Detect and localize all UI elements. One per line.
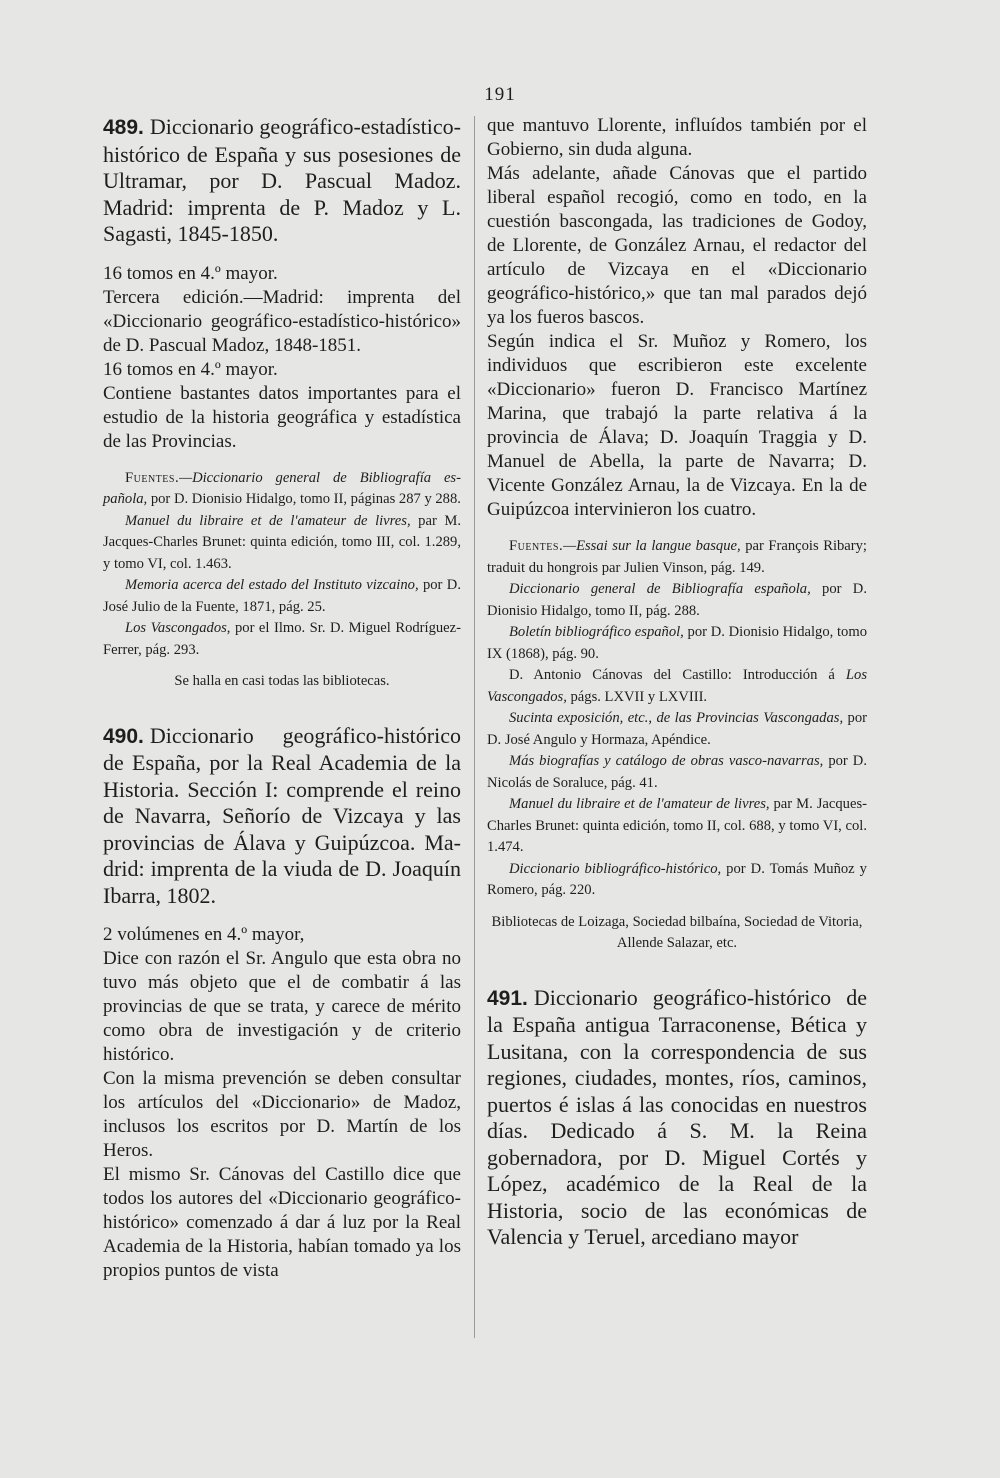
sources-list <box>487 536 867 902</box>
source-citation <box>487 751 867 794</box>
citation-rest: por D. José Julio de la Fuente, 1871, pág. 25. <box>103 577 461 615</box>
citation-italic: Boletín bibliográfico español, <box>509 624 684 640</box>
citation-rest: D. Antonio Cánovas del Castillo: Introducción á <box>509 667 846 683</box>
citation-italic: Sucinta exposición, etc., de las Provincias Vascongadas, <box>509 710 844 726</box>
source-citation <box>487 579 867 622</box>
citation-italic: Memoria acerca del estado del Instituto vizcaino, <box>125 577 419 593</box>
location-note: Se halla en casi todas las bibliotecas. <box>174 673 390 689</box>
source-citation <box>487 708 867 751</box>
entry-number: 490. <box>103 724 144 748</box>
citation-rest: por D. Dionisio Hidalgo, tomo II, páginas 287 y 288. <box>147 491 461 507</box>
volumes-line: 16 tomos en 4.º mayor. <box>103 358 278 380</box>
body-paragraph: El mismo Sr. Cánovas del Castillo dice que todos los autores del «Diccionario geográfico-histórico» comenzado á dar á luz por la Real Academia de la Historia, habían tomado ya los propios puntos de vista <box>103 1164 461 1281</box>
source-citation <box>487 622 867 665</box>
citation-rest: por D. Dionisio Hidalgo, tomo IX (1868), pág. 90. <box>487 624 867 662</box>
citation-lead: Fuentes. <box>509 538 564 554</box>
citation-rest: por D. José Angulo y Hormaza, Apéndice. <box>487 710 867 748</box>
citation-italic: Los Vascongados, <box>125 620 231 636</box>
entry-note: Contiene bastantes datos importantes para el estudio de la historia geográfica y estadística de las Provincias. <box>103 382 461 452</box>
right-column <box>487 114 867 1251</box>
citation-rest: par M. Jacques-Charles Brunet: quinta edición, tomo III, col. 1.289, y tomo VI, col. 1.463. <box>103 512 461 572</box>
citation-italic: —Essai sur la langue basque, <box>563 538 741 554</box>
citation-italic2: Los Vascongados, <box>487 667 867 705</box>
entry-491-heading <box>487 985 867 1251</box>
source-citation <box>487 859 867 902</box>
citation-rest: por D. Tomás Muñoz y Romero, pág. 220. <box>487 860 867 898</box>
citation-lead: Fuentes. <box>125 469 180 486</box>
source-citation <box>487 665 867 708</box>
citation-rest: par François Ribary; traduit du hongrois par Julien Vinson, pág. 149. <box>487 538 867 576</box>
page-number: 191 <box>484 84 516 105</box>
sources-list <box>103 468 461 662</box>
entry-title: Diccionario geográfico-estadístico-histórico de España y sus posesiones de Ultramar, por D. Pascual Madoz. Madrid: imprenta de P. Madoz y L. Sagasti, 1845-1850. <box>103 114 461 246</box>
location-note: Bibliotecas de Loizaga, Sociedad bilbaína, Sociedad de Vitoria, Allende Salazar, etc. <box>491 913 863 951</box>
citation-rest: por D. Dionisio Hidalgo, tomo II, pág. 288. <box>487 581 867 619</box>
source-citation <box>103 575 461 618</box>
entry-number: 489. <box>103 116 144 139</box>
citation-italic: Manuel du libraire et de l'amateur de livres, <box>509 796 770 812</box>
citation-rest: por el Ilmo. Sr. D. Miguel Rodríguez-Ferrer, pág. 293. <box>103 620 461 658</box>
source-citation <box>487 794 867 859</box>
volumes-line: 16 tomos en 4.º mayor. <box>103 262 278 284</box>
source-citation <box>103 511 461 576</box>
citation-italic: Manuel du libraire et de l'amateur de livres, <box>125 512 411 529</box>
citation-rest2: págs. LXVII y LXVIII. <box>566 688 708 705</box>
citation-rest: por D. Nicolás de Soraluce, pág. 41. <box>487 753 867 791</box>
left-column <box>103 114 461 1283</box>
column-divider <box>474 116 475 1338</box>
entry-number: 491. <box>487 986 528 1010</box>
body-paragraph: Más adelante, añade Cánovas que el partido liberal español recogió, como en todo, en la cuestión bascongada, las tradiciones de Godoy, de Llorente, de González Arnau, el redactor del artículo de Vizcaya en el «Diccionario geográfico-histórico,» que tan mal parados dejó ya los fueros bascos. <box>487 163 867 328</box>
entry-490-heading <box>103 723 461 910</box>
source-citation <box>487 536 867 579</box>
entry-489-heading <box>103 114 461 248</box>
citation-italic: —Diccionario general de Bibliografía española, <box>103 469 461 507</box>
source-citation <box>103 618 461 661</box>
citation-italic: Más biografías y catálogo de obras vasco-navarras, <box>509 753 824 769</box>
citation-rest: par M. Jacques-Charles Brunet: quinta edición, tomo II, col. 688, y tomo VI, col. 1.474. <box>487 796 867 855</box>
body-paragraph: Con la misma prevención se deben consultar los artículos del «Diccionario» de Madoz, inclusos los escritos por D. Martín de los Heros. <box>103 1068 461 1161</box>
entry-title: Diccionario geográfico-histórico de la España antigua Tarraconense, Bética y Lusitana, con la correspondencia de sus regiones, ciudades, montes, ríos, caminos, puertos é islas á las conocidas en nuestros días. Dedicado á S. M. la Reina gobernadora, por D. Miguel Cortés y López, académico de la Real de la Historia, socio de las económicas de Valencia y Teruel, arcediano mayor <box>487 984 867 1249</box>
citation-italic: Diccionario general de Bibliografía española, <box>509 581 811 597</box>
body-paragraph: Dice con razón el Sr. Angulo que esta obra no tuvo más objeto que el de combatir á las provincias de que se trata, y carece de mérito como obra de investigación y de criterio histórico. <box>103 948 461 1065</box>
third-edition: Tercera edición.—Madrid: imprenta del «Diccionario geográfico-estadístico-histórico» de D. Pascual Madoz, 1848-1851. <box>103 286 461 356</box>
entry-title: Diccionario geográfico-histórico de España, por la Real Academia de la Historia. Sección I: comprende el reino de Navarra, Señorío de Vizcaya y las provincias de Álava y Guipúzcoa. Madrid: imprenta de la viuda de D. Joaquín Ibarra, 1802. <box>103 722 461 908</box>
citation-italic: Diccionario bibliográfico-histórico, <box>509 860 722 877</box>
source-citation <box>103 468 461 511</box>
volumes-line: 2 volúmenes en 4.º mayor, <box>103 924 305 945</box>
body-paragraph: que mantuvo Llorente, influídos también por el Gobierno, sin duda alguna. <box>487 115 867 160</box>
body-paragraph: Según indica el Sr. Muñoz y Romero, los individuos que escribieron este excelente «Diccionario» fueron D. Francisco Martínez Marina, que trabajó la parte relativa á la provincia de Álava; D. Joaquín Traggia y D. Manuel de Abella, la parte de Navarra; D. Vicente González Arnau, la de Vizcaya. En la de Guipúzcoa intervinieron los cuatro. <box>487 331 867 520</box>
